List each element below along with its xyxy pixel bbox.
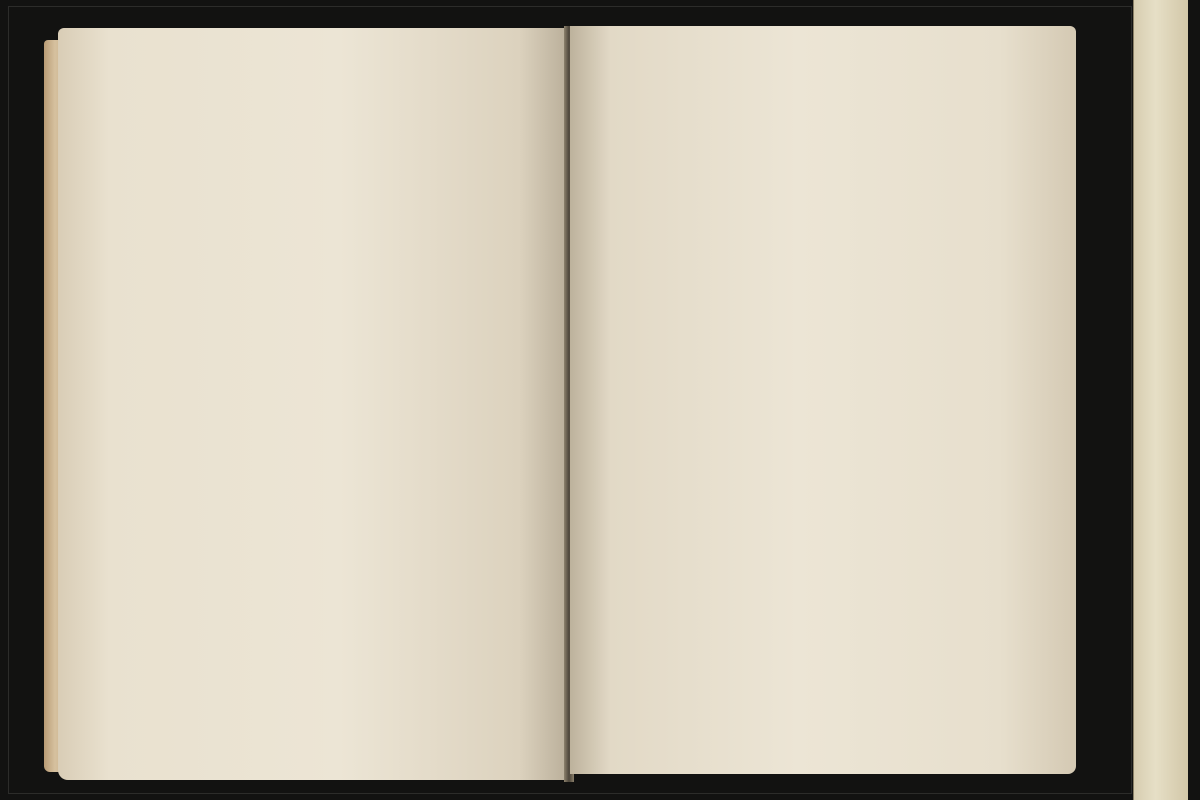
- right-page: [570, 26, 1076, 774]
- open-book: [44, 22, 1076, 784]
- left-page: [58, 28, 570, 780]
- measuring-ruler: [1133, 0, 1188, 800]
- ruler-ticks: [1134, 0, 1188, 800]
